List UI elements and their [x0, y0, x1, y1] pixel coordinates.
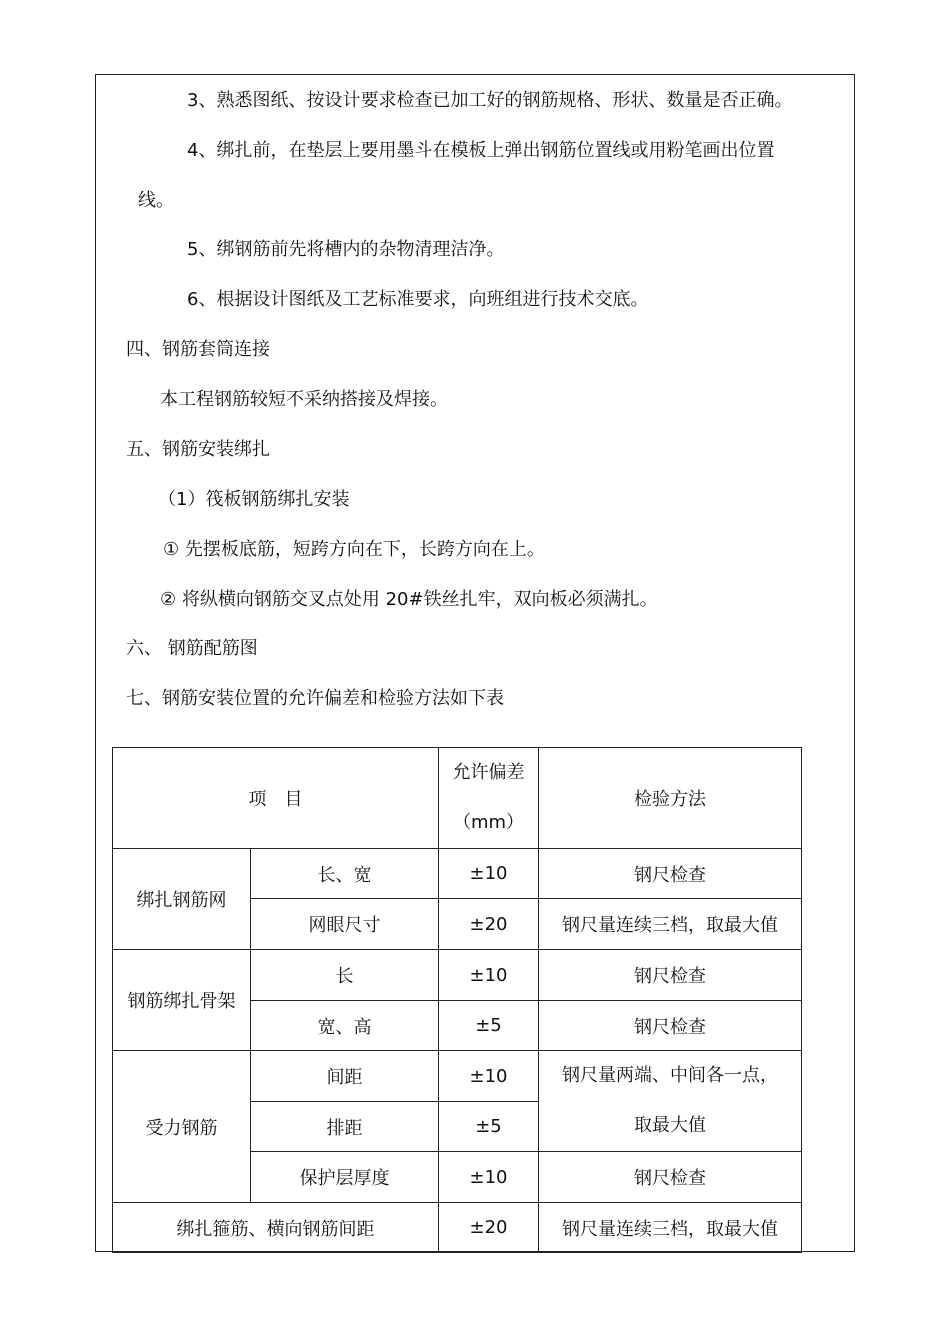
tolerance-value: ±5	[439, 1102, 539, 1152]
paragraph-3: 3、熟悉图纸、按设计要求检查已加工好的钢筋规格、形状、数量是否正确。	[187, 90, 793, 111]
heading-section-4: 四、钢筋套筒连接	[126, 339, 270, 360]
method-shared	[539, 1051, 802, 1152]
method-value: 钢尺检查	[539, 1152, 802, 1203]
sub-item: 宽、高	[251, 1001, 439, 1051]
last-row-item: 绑扎箍筋、横向钢筋间距	[113, 1203, 439, 1253]
method-shared-line-2: 取最大值	[634, 1115, 706, 1136]
paragraph-6: 6、根据设计图纸及工艺标准要求，向班组进行技术交底。	[187, 289, 649, 310]
header-tolerance	[439, 748, 539, 849]
tolerance-value: ±20	[439, 899, 539, 950]
sub-item: 排距	[251, 1102, 439, 1152]
paragraph-sleeve: 本工程钢筋较短不采纳搭接及焊接。	[160, 389, 448, 410]
sub-item: 网眼尺寸	[251, 899, 439, 950]
method-value: 钢尺检查	[539, 849, 802, 899]
group-cage: 钢筋绑扎骨架	[113, 950, 251, 1051]
heading-section-5: 五、钢筋安装绑扎	[126, 439, 270, 460]
list-item-2: ② 将纵横向钢筋交叉点处用 20#铁丝扎牢，双向板必须满扎。	[160, 589, 658, 610]
sub-item: 间距	[251, 1051, 439, 1102]
table-header-row	[113, 748, 802, 849]
tolerance-value: ±5	[439, 1001, 539, 1051]
method-value: 钢尺检查	[539, 950, 802, 1001]
subheading-raft: （1）筏板钢筋绑扎安装	[158, 489, 350, 510]
sub-item: 长	[251, 950, 439, 1001]
method-value: 钢尺检查	[539, 1001, 802, 1051]
header-tolerance-label: 允许偏差	[452, 762, 525, 783]
paragraph-5: 5、绑钢筋前先将槽内的杂物清理洁净。	[187, 239, 505, 260]
tolerance-table	[112, 747, 802, 1253]
method-shared-line-1: 钢尺量两端、中间各一点，	[562, 1065, 778, 1086]
header-item: 项 目	[113, 748, 439, 849]
heading-section-6: 六、 钢筋配筋图	[126, 638, 258, 659]
table-row	[113, 950, 802, 1001]
sub-item: 长、宽	[251, 849, 439, 899]
list-item-1: ① 先摆板底筋，短跨方向在下，长跨方向在上。	[163, 539, 545, 560]
paragraph-4-continued: 线。	[138, 190, 174, 211]
tolerance-value: ±10	[439, 950, 539, 1001]
sub-item: 保护层厚度	[251, 1152, 439, 1203]
tolerance-value: ±10	[439, 849, 539, 899]
paragraph-4: 4、绑扎前，在垫层上要用墨斗在模板上弹出钢筋位置线或用粉笔画出位置	[187, 140, 775, 161]
group-main-bars: 受力钢筋	[113, 1051, 251, 1203]
table-row	[113, 1051, 802, 1102]
tolerance-value: ±20	[439, 1203, 539, 1253]
heading-section-7: 七、钢筋安装位置的允许偏差和检验方法如下表	[126, 688, 504, 709]
method-value: 钢尺量连续三档，取最大值	[539, 1203, 802, 1253]
tolerance-value: ±10	[439, 1152, 539, 1203]
table-row	[113, 1203, 802, 1253]
group-mesh: 绑扎钢筋网	[113, 849, 251, 950]
tolerance-value: ±10	[439, 1051, 539, 1102]
header-method: 检验方法	[539, 748, 802, 849]
method-value: 钢尺量连续三档，取最大值	[539, 899, 802, 950]
header-tolerance-unit: （mm）	[452, 812, 525, 833]
table-row	[113, 849, 802, 899]
